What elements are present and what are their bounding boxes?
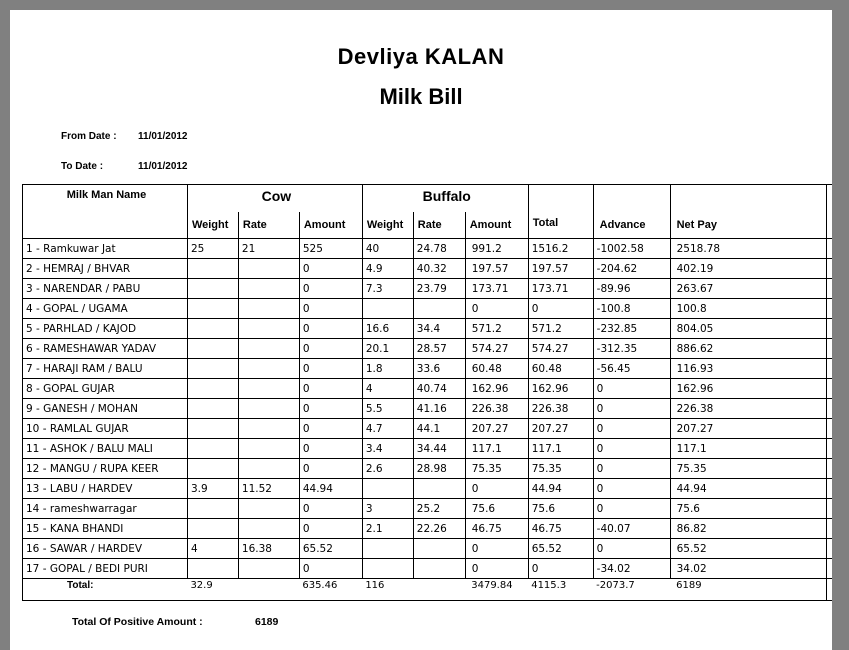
milkman-name-cell: 16 - SAWAR / HARDEV — [23, 539, 188, 559]
cow-rate-cell — [238, 279, 299, 299]
net-pay-cell: 116.93 — [670, 359, 827, 379]
net-pay-cell: 75.6 — [670, 499, 827, 519]
row-total-cell: 571.2 — [528, 319, 593, 339]
table-edge — [827, 185, 832, 239]
cow-amount-cell: 65.52 — [299, 539, 362, 559]
row-total-cell: 197.57 — [528, 259, 593, 279]
cow-amount-cell: 0 — [299, 319, 362, 339]
table-row — [23, 499, 833, 519]
cow-amount-cell: 0 — [299, 419, 362, 439]
row-total-cell: 0 — [528, 559, 593, 579]
cow-rate-cell — [238, 259, 299, 279]
totals-cow-amount: 635.46 — [299, 579, 362, 601]
net-pay-cell: 117.1 — [670, 439, 827, 459]
advance-cell: -89.96 — [593, 279, 670, 299]
table-row — [23, 279, 833, 299]
cow-weight-cell — [187, 419, 238, 439]
buffalo-weight-cell — [362, 539, 413, 559]
buffalo-weight-cell: 4 — [362, 379, 413, 399]
row-total-cell: 162.96 — [528, 379, 593, 399]
advance-cell: 0 — [593, 399, 670, 419]
cow-rate-cell — [238, 499, 299, 519]
milkman-name-cell: 11 - ASHOK / BALU MALI — [23, 439, 188, 459]
name-header: Milk Man Name — [23, 185, 188, 239]
buffalo-amount-cell: 197.57 — [465, 259, 528, 279]
buffalo-rate-cell — [413, 299, 465, 319]
cow-amount-cell: 0 — [299, 299, 362, 319]
table-row — [23, 359, 833, 379]
table-row — [23, 259, 833, 279]
cow-rate-cell — [238, 419, 299, 439]
netpay-header: Net Pay — [670, 185, 827, 239]
cow-rate-cell — [238, 319, 299, 339]
advance-cell: -100.8 — [593, 299, 670, 319]
row-total-cell: 44.94 — [528, 479, 593, 499]
cow-amount-cell: 0 — [299, 499, 362, 519]
row-total-cell: 1516.2 — [528, 239, 593, 259]
buffalo-amount-cell: 574.27 — [465, 339, 528, 359]
buffalo-amount-cell: 60.48 — [465, 359, 528, 379]
totals-buffalo-weight: 116 — [362, 579, 413, 601]
totals-label: Total: — [23, 579, 188, 601]
buffalo-amount-cell: 117.1 — [465, 439, 528, 459]
totals-buffalo-rate — [413, 579, 465, 601]
cow-weight-cell — [187, 499, 238, 519]
buffalo-amount-header: Amount — [465, 212, 528, 238]
cow-weight-cell — [187, 319, 238, 339]
positive-amount-value: 6189 — [255, 616, 279, 628]
cow-weight-cell — [187, 339, 238, 359]
net-pay-cell: 75.35 — [670, 459, 827, 479]
cow-amount-cell: 0 — [299, 279, 362, 299]
header-group-row — [23, 185, 833, 213]
cow-amount-cell: 0 — [299, 559, 362, 579]
buffalo-weight-cell — [362, 559, 413, 579]
table-edge — [827, 399, 832, 419]
cow-amount-cell: 525 — [299, 239, 362, 259]
totals-cow-weight: 32.9 — [187, 579, 238, 601]
buffalo-weight-cell: 3.4 — [362, 439, 413, 459]
buffalo-weight-cell: 1.8 — [362, 359, 413, 379]
buffalo-rate-cell: 25.2 — [413, 499, 465, 519]
cow-rate-cell — [238, 559, 299, 579]
milkman-name-cell: 14 - rameshwarragar — [23, 499, 188, 519]
table-row — [23, 419, 833, 439]
net-pay-cell: 44.94 — [670, 479, 827, 499]
milk-bill-table — [22, 184, 832, 601]
totals-advance: -2073.7 — [593, 579, 670, 601]
row-total-cell: 574.27 — [528, 339, 593, 359]
table-row — [23, 339, 833, 359]
row-total-cell: 117.1 — [528, 439, 593, 459]
milkman-name-cell: 12 - MANGU / RUPA KEER — [23, 459, 188, 479]
buffalo-weight-cell: 4.7 — [362, 419, 413, 439]
cow-amount-cell: 0 — [299, 339, 362, 359]
advance-cell: -1002.58 — [593, 239, 670, 259]
cow-weight-cell — [187, 259, 238, 279]
net-pay-cell: 886.62 — [670, 339, 827, 359]
milkman-name-cell: 6 - RAMESHAWAR YADAV — [23, 339, 188, 359]
cow-rate-header: Rate — [238, 212, 299, 238]
buffalo-rate-cell: 23.79 — [413, 279, 465, 299]
buffalo-rate-cell: 40.74 — [413, 379, 465, 399]
totals-total: 4115.3 — [528, 579, 593, 601]
cow-amount-cell: 0 — [299, 399, 362, 419]
table-edge — [827, 279, 832, 299]
advance-cell: 0 — [593, 419, 670, 439]
cow-rate-cell: 16.38 — [238, 539, 299, 559]
table-row — [23, 519, 833, 539]
buffalo-weight-cell: 2.6 — [362, 459, 413, 479]
cow-rate-cell — [238, 299, 299, 319]
table-edge — [827, 419, 832, 439]
cow-rate-cell — [238, 459, 299, 479]
buffalo-weight-cell: 2.1 — [362, 519, 413, 539]
report-page — [10, 10, 832, 650]
buffalo-rate-cell: 44.1 — [413, 419, 465, 439]
milkman-name-cell: 13 - LABU / HARDEV — [23, 479, 188, 499]
table-row — [23, 379, 833, 399]
total-header: Total — [528, 185, 593, 239]
buffalo-weight-cell: 3 — [362, 499, 413, 519]
cow-amount-cell: 0 — [299, 459, 362, 479]
buffalo-rate-cell — [413, 479, 465, 499]
cow-weight-header: Weight — [187, 212, 238, 238]
net-pay-cell: 34.02 — [670, 559, 827, 579]
cow-weight-cell — [187, 359, 238, 379]
milkman-name-cell: 7 - HARAJI RAM / BALU — [23, 359, 188, 379]
cow-rate-cell — [238, 379, 299, 399]
advance-cell: -204.62 — [593, 259, 670, 279]
table-edge — [827, 499, 832, 519]
table-row — [23, 539, 833, 559]
advance-cell: -56.45 — [593, 359, 670, 379]
cow-weight-cell: 3.9 — [187, 479, 238, 499]
totals-net-pay: 6189 — [670, 579, 827, 601]
table-edge — [827, 559, 832, 579]
cow-weight-cell — [187, 439, 238, 459]
advance-cell: 0 — [593, 459, 670, 479]
buffalo-weight-cell — [362, 479, 413, 499]
table-row — [23, 319, 833, 339]
row-total-cell: 75.6 — [528, 499, 593, 519]
to-date-label: To Date : — [61, 161, 104, 172]
cow-header: Cow — [187, 185, 362, 213]
cow-weight-cell — [187, 459, 238, 479]
advance-cell: 0 — [593, 479, 670, 499]
buffalo-rate-cell: 28.98 — [413, 459, 465, 479]
buffalo-weight-cell: 4.9 — [362, 259, 413, 279]
buffalo-amount-cell: 46.75 — [465, 519, 528, 539]
net-pay-cell: 226.38 — [670, 399, 827, 419]
buffalo-amount-cell: 0 — [465, 539, 528, 559]
table-edge — [827, 539, 832, 559]
buffalo-header: Buffalo — [362, 185, 528, 213]
cow-weight-cell — [187, 279, 238, 299]
net-pay-cell: 86.82 — [670, 519, 827, 539]
row-total-cell: 75.35 — [528, 459, 593, 479]
cow-rate-cell — [238, 399, 299, 419]
advance-cell: -34.02 — [593, 559, 670, 579]
net-pay-cell: 207.27 — [670, 419, 827, 439]
buffalo-weight-header: Weight — [362, 212, 413, 238]
table-edge — [827, 379, 832, 399]
buffalo-weight-cell — [362, 299, 413, 319]
cow-weight-cell: 4 — [187, 539, 238, 559]
table-row — [23, 399, 833, 419]
row-total-cell: 226.38 — [528, 399, 593, 419]
advance-cell: 0 — [593, 379, 670, 399]
cow-weight-cell — [187, 379, 238, 399]
table-row — [23, 239, 833, 259]
cow-rate-cell: 11.52 — [238, 479, 299, 499]
advance-cell: 0 — [593, 439, 670, 459]
totals-buffalo-amount: 3479.84 — [465, 579, 528, 601]
table-edge — [827, 519, 832, 539]
buffalo-rate-cell: 34.44 — [413, 439, 465, 459]
row-total-cell: 46.75 — [528, 519, 593, 539]
cow-amount-cell: 0 — [299, 359, 362, 379]
buffalo-amount-cell: 207.27 — [465, 419, 528, 439]
table-row — [23, 299, 833, 319]
table-row — [23, 459, 833, 479]
table-edge — [827, 299, 832, 319]
cow-amount-cell: 44.94 — [299, 479, 362, 499]
milkman-name-cell: 5 - PARHLAD / KAJOD — [23, 319, 188, 339]
cow-rate-cell: 21 — [238, 239, 299, 259]
milkman-name-cell: 4 - GOPAL / UGAMA — [23, 299, 188, 319]
buffalo-rate-cell: 41.16 — [413, 399, 465, 419]
net-pay-cell: 402.19 — [670, 259, 827, 279]
milkman-name-cell: 9 - GANESH / MOHAN — [23, 399, 188, 419]
cow-weight-cell — [187, 559, 238, 579]
table-row — [23, 559, 833, 579]
table-edge — [827, 339, 832, 359]
advance-cell: 0 — [593, 499, 670, 519]
buffalo-rate-cell: 28.57 — [413, 339, 465, 359]
buffalo-amount-cell: 571.2 — [465, 319, 528, 339]
table-edge — [827, 479, 832, 499]
buffalo-rate-cell — [413, 559, 465, 579]
table-row — [23, 479, 833, 499]
table-edge — [827, 439, 832, 459]
net-pay-cell: 263.67 — [670, 279, 827, 299]
buffalo-weight-cell: 40 — [362, 239, 413, 259]
advance-cell: -40.07 — [593, 519, 670, 539]
cow-amount-cell: 0 — [299, 439, 362, 459]
positive-amount-label: Total Of Positive Amount : — [72, 616, 203, 628]
buffalo-rate-cell: 40.32 — [413, 259, 465, 279]
buffalo-rate-cell: 34.4 — [413, 319, 465, 339]
net-pay-cell: 804.05 — [670, 319, 827, 339]
row-total-cell: 207.27 — [528, 419, 593, 439]
cow-weight-cell — [187, 399, 238, 419]
cow-rate-cell — [238, 439, 299, 459]
milkman-name-cell: 10 - RAMLAL GUJAR — [23, 419, 188, 439]
advance-cell: -232.85 — [593, 319, 670, 339]
milkman-name-cell: 1 - Ramkuwar Jat — [23, 239, 188, 259]
buffalo-weight-cell: 20.1 — [362, 339, 413, 359]
report-title: Milk Bill — [379, 84, 463, 109]
advance-header: Advance — [593, 185, 670, 239]
cow-amount-header: Amount — [299, 212, 362, 238]
buffalo-rate-cell: 22.26 — [413, 519, 465, 539]
buffalo-amount-cell: 0 — [465, 479, 528, 499]
buffalo-rate-cell: 33.6 — [413, 359, 465, 379]
buffalo-rate-header: Rate — [413, 212, 465, 238]
advance-cell: -312.35 — [593, 339, 670, 359]
table-edge — [827, 319, 832, 339]
cow-weight-cell: 25 — [187, 239, 238, 259]
milkman-name-cell: 8 - GOPAL GUJAR — [23, 379, 188, 399]
cow-weight-cell — [187, 299, 238, 319]
row-total-cell: 65.52 — [528, 539, 593, 559]
cow-amount-cell: 0 — [299, 519, 362, 539]
table-row — [23, 439, 833, 459]
table-edge — [827, 579, 832, 601]
cow-amount-cell: 0 — [299, 259, 362, 279]
cow-rate-cell — [238, 359, 299, 379]
milkman-name-cell: 15 - KANA BHANDI — [23, 519, 188, 539]
cow-rate-cell — [238, 519, 299, 539]
totals-row — [23, 579, 833, 601]
totals-cow-rate — [238, 579, 299, 601]
buffalo-amount-cell: 226.38 — [465, 399, 528, 419]
buffalo-weight-cell: 7.3 — [362, 279, 413, 299]
buffalo-weight-cell: 16.6 — [362, 319, 413, 339]
net-pay-cell: 100.8 — [670, 299, 827, 319]
buffalo-amount-cell: 75.35 — [465, 459, 528, 479]
advance-cell: 0 — [593, 539, 670, 559]
net-pay-cell: 65.52 — [670, 539, 827, 559]
buffalo-amount-cell: 991.2 — [465, 239, 528, 259]
table-edge — [827, 359, 832, 379]
milkman-name-cell: 17 - GOPAL / BEDI PURI — [23, 559, 188, 579]
cow-amount-cell: 0 — [299, 379, 362, 399]
from-date-label: From Date : — [61, 131, 117, 142]
buffalo-amount-cell: 0 — [465, 299, 528, 319]
cow-rate-cell — [238, 339, 299, 359]
buffalo-amount-cell: 75.6 — [465, 499, 528, 519]
table-edge — [827, 459, 832, 479]
buffalo-amount-cell: 173.71 — [465, 279, 528, 299]
to-date-value: 11/01/2012 — [138, 161, 188, 172]
row-total-cell: 173.71 — [528, 279, 593, 299]
buffalo-rate-cell: 24.78 — [413, 239, 465, 259]
buffalo-weight-cell: 5.5 — [362, 399, 413, 419]
table-edge — [827, 239, 832, 259]
org-name: Devliya KALAN — [337, 44, 505, 69]
net-pay-cell: 2518.78 — [670, 239, 827, 259]
buffalo-amount-cell: 162.96 — [465, 379, 528, 399]
row-total-cell: 0 — [528, 299, 593, 319]
buffalo-amount-cell: 0 — [465, 559, 528, 579]
milkman-name-cell: 3 - NARENDAR / PABU — [23, 279, 188, 299]
row-total-cell: 60.48 — [528, 359, 593, 379]
net-pay-cell: 162.96 — [670, 379, 827, 399]
milkman-name-cell: 2 - HEMRAJ / BHVAR — [23, 259, 188, 279]
cow-weight-cell — [187, 519, 238, 539]
from-date-value: 11/01/2012 — [138, 131, 188, 142]
table-edge — [827, 259, 832, 279]
buffalo-rate-cell — [413, 539, 465, 559]
